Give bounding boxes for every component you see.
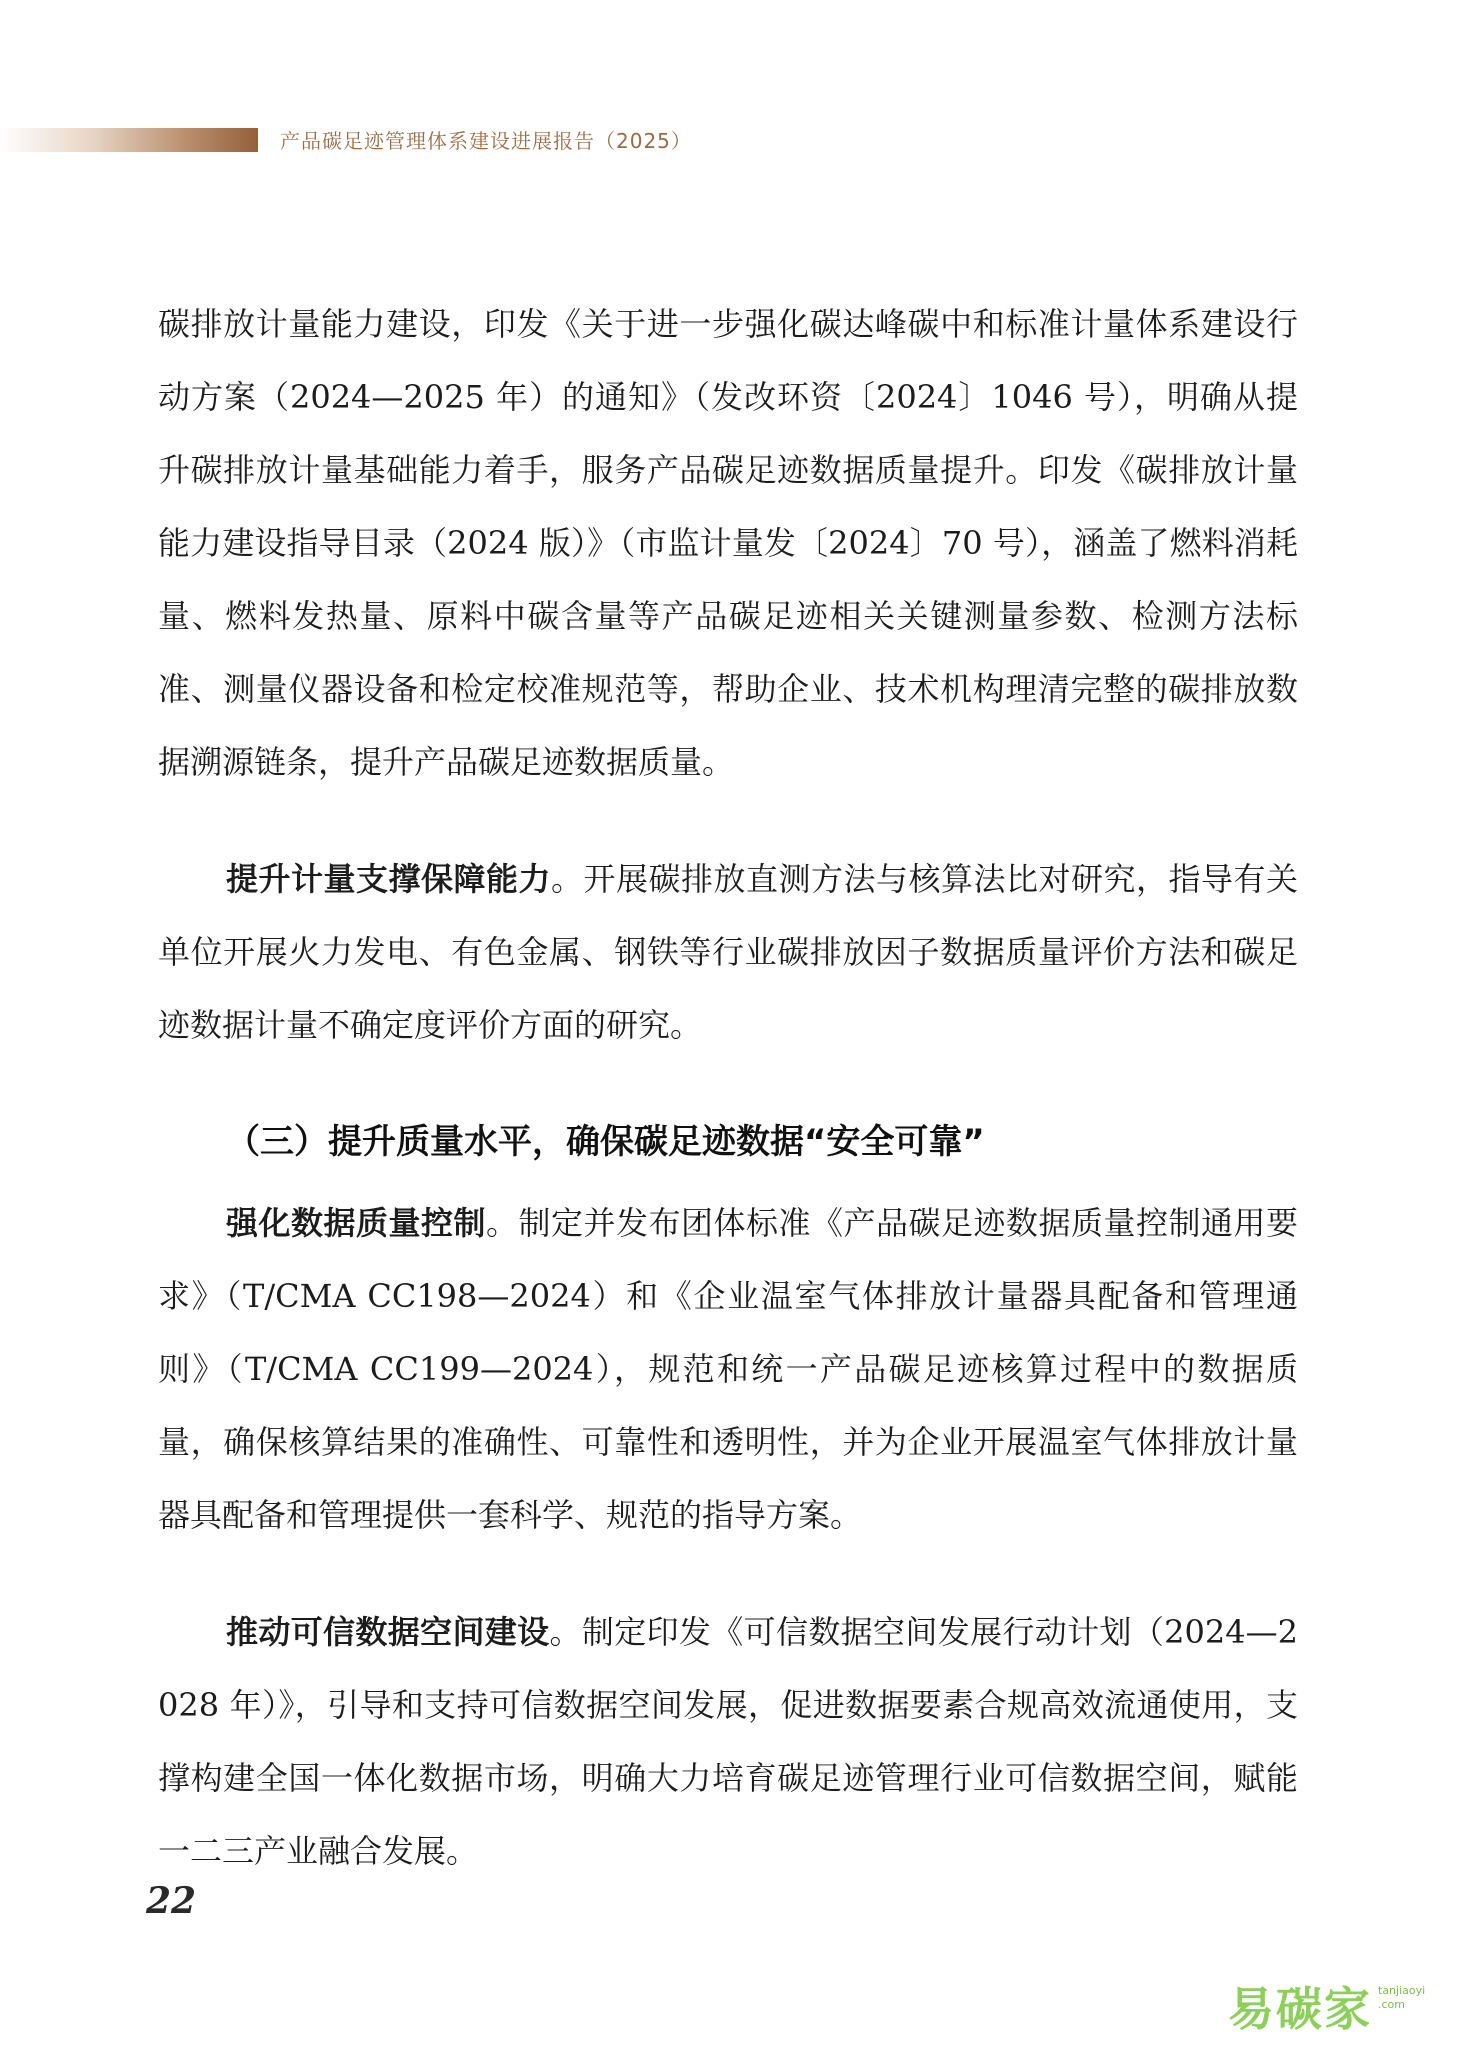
- paragraph-gap: [158, 1552, 1298, 1596]
- paragraph-gap: [158, 799, 1298, 843]
- paragraph-gap: [158, 1062, 1298, 1106]
- paragraph-lead-heading: 提升计量支撑保障能力: [226, 860, 551, 898]
- watermark-brand: 易碳家: [1228, 1982, 1372, 2036]
- paragraph-text: 。开展碳排放直测方法与核算法比对研究，指导有关单位开展火力发电、有色金属、钢铁等行业碳排放因子数据质量评价方法和碳足迹数据计量不确定度评价方面的研究。: [158, 860, 1298, 1044]
- page-number: 22: [146, 1880, 197, 1922]
- watermark-url-line2: .com: [1378, 1998, 1405, 2011]
- paragraph-lead-heading: 强化数据质量控制: [226, 1204, 486, 1242]
- section-heading: （三）提升质量水平，确保碳足迹数据“安全可靠”: [226, 1122, 985, 1162]
- header-title: 产品碳足迹管理体系建设进展报告（2025）: [280, 129, 692, 153]
- paragraph-carbon-metering: 碳排放计量能力建设，印发《关于进一步强化碳达峰碳中和标准计量体系建设行动方案（2024—2025 年）的通知》（发改环资〔2024〕1046 号），明确从提升碳排放计量基础能力着手，服务产品碳足迹数据质量提升。印发《碳排放计量能力建设指导目录（2024 版）》（市监计量发〔2024〕70 号），涵盖了燃料消耗量、燃料发热量、原料中碳含量等产品碳足迹相关关键测量参数、检测方法标准、测量仪器设备和检定校准规范等，帮助企业、技术机构理清完整的碳排放数据溯源链条，提升产品碳足迹数据质量。: [158, 305, 1298, 781]
- header-decor-bar: [0, 128, 258, 152]
- paragraph-lead-heading: 推动可信数据空间建设: [226, 1613, 550, 1651]
- paragraph-trusted-data-space: [158, 1596, 1298, 1888]
- paragraph-metering-support: [158, 843, 1298, 1062]
- watermark-url-line1: tanjiaoyi: [1378, 1984, 1426, 1997]
- watermark-logo: [1228, 1978, 1453, 2040]
- paragraph-text: 。制定印发《可信数据空间发展行动计划（2024—2028 年）》，引导和支持可信数据空间发展，促进数据要素合规高效流通使用，支撑构建全国一体化数据市场，明确大力培育碳足迹管理行业可信数据空间，赋能一二三产业融合发展。: [158, 1613, 1298, 1870]
- watermark-url: [1378, 1984, 1425, 2012]
- paragraph-text: 。制定并发布团体标准《产品碳足迹数据质量控制通用要求》（T/CMA CC198—2024）和《企业温室气体排放计量器具配备和管理通则》（T/CMA CC199—2024），规范和统一产品碳足迹核算过程中的数据质量，确保核算结果的准确性、可靠性和透明性，并为企业开展温室气体排放计量器具配备和管理提供一套科学、规范的指导方案。: [158, 1204, 1298, 1534]
- report-body: [158, 288, 1298, 1888]
- paragraph-data-quality: [158, 1187, 1298, 1552]
